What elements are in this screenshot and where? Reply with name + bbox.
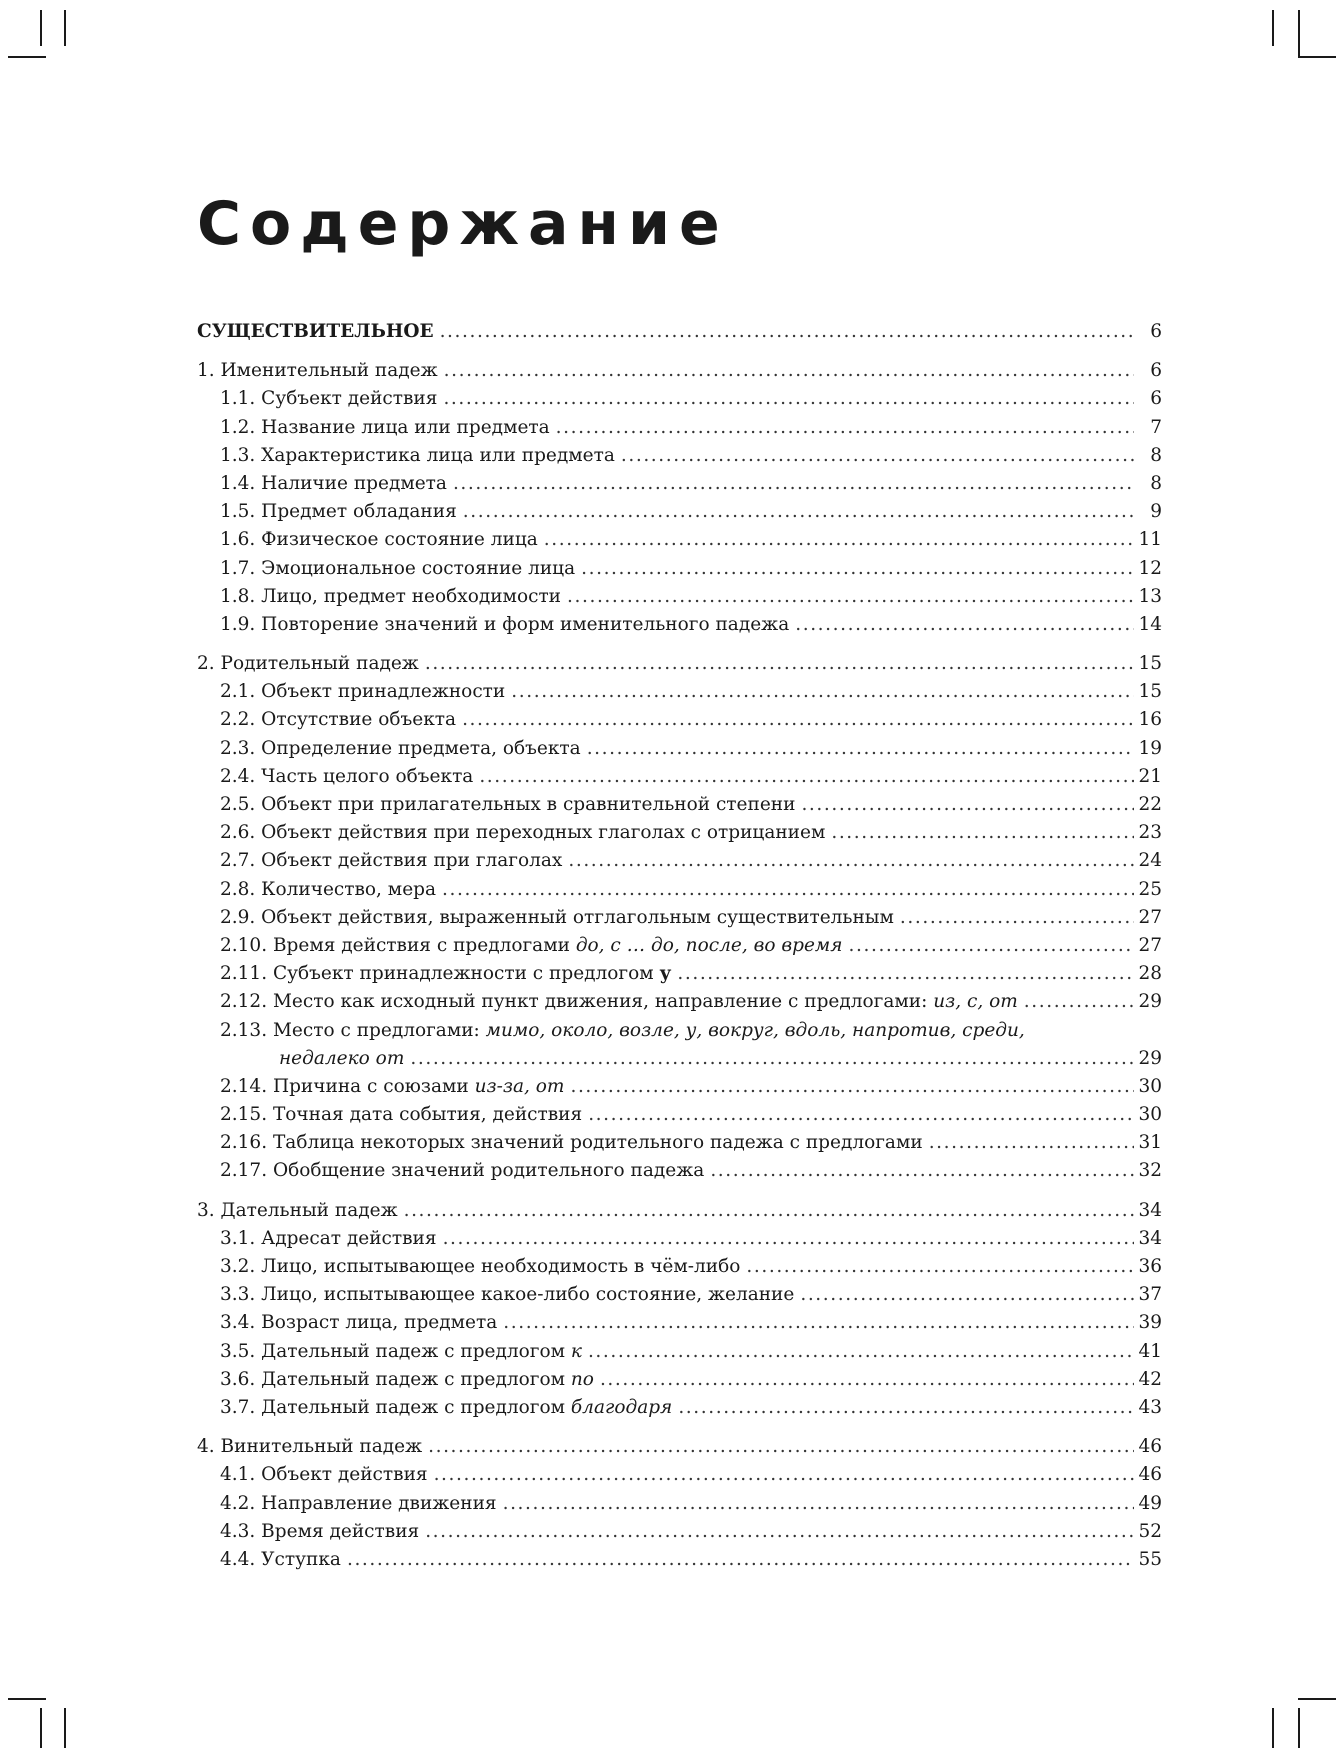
toc-item[interactable]: 4.2. Направление движения ..... 49 — [197, 1490, 1162, 1518]
toc-item[interactable]: 1.8. Лицо, предмет необходимости ..... 13 — [197, 583, 1162, 611]
crop-mark — [40, 1708, 42, 1748]
toc-section-1[interactable]: 1. Именительный падеж ..... 6 — [197, 357, 1162, 385]
toc-item[interactable]: 3.2. Лицо, испытывающее необходимость в чём-либо ..... 36 — [197, 1253, 1162, 1281]
toc-item[interactable]: 2.2. Отсутствие объекта ..... 16 — [197, 706, 1162, 734]
crop-mark — [1272, 10, 1274, 46]
toc-item-continuation[interactable]: недалеко от ..... 29 — [197, 1045, 1162, 1073]
crop-mark — [8, 1698, 46, 1700]
toc-item[interactable]: 3.3. Лицо, испытывающее какое-либо состояние, желание ..... 37 — [197, 1281, 1162, 1309]
toc-item[interactable]: 2.6. Объект действия при переходных глаголах с отрицанием ..... 23 — [197, 819, 1162, 847]
toc-item[interactable]: 2.8. Количество, мера ..... 25 — [197, 876, 1162, 904]
crop-mark — [1298, 56, 1336, 58]
toc-item[interactable]: 1.9. Повторение значений и форм именительного падежа ..... 14 — [197, 611, 1162, 639]
crop-mark — [1298, 10, 1300, 56]
toc-item[interactable]: 2.5. Объект при прилагательных в сравнительной степени ..... 22 — [197, 791, 1162, 819]
toc-item[interactable]: 2.9. Объект действия, выраженный отглагольным существительным ..... 27 — [197, 904, 1162, 932]
toc-item[interactable]: 2.10. Время действия с предлогами до, с … до, после, во время ..... 27 — [197, 932, 1162, 960]
toc-item[interactable]: 2.14. Причина с союзами из-за, от ..... 30 — [197, 1073, 1162, 1101]
crop-mark — [40, 10, 42, 46]
toc-item[interactable]: 1.2. Название лица или предмета ..... 7 — [197, 414, 1162, 442]
crop-mark — [8, 56, 46, 58]
toc-item[interactable]: 2.12. Место как исходный пункт движения, направление с предлогами: из, с, от ..... 29 — [197, 988, 1162, 1016]
toc-item[interactable]: 4.1. Объект действия ..... 46 — [197, 1461, 1162, 1489]
toc-item[interactable]: 2.1. Объект принадлежности ..... 15 — [197, 678, 1162, 706]
toc-item[interactable]: 2.3. Определение предмета, объекта ..... 19 — [197, 735, 1162, 763]
toc-item[interactable]: 3.1. Адресат действия ..... 34 — [197, 1225, 1162, 1253]
crop-mark — [1298, 1698, 1336, 1700]
toc-section-2[interactable]: 2. Родительный падеж ..... 15 — [197, 650, 1162, 678]
toc-item[interactable]: 1.1. Субъект действия ..... 6 — [197, 385, 1162, 413]
toc-item[interactable]: 3.5. Дательный падеж с предлогом к ..... 41 — [197, 1338, 1162, 1366]
toc-item[interactable]: 1.3. Характеристика лица или предмета ..... 8 — [197, 442, 1162, 470]
crop-mark — [1272, 1708, 1274, 1748]
toc-item[interactable]: 2.11. Субъект принадлежности с предлогом у ..... 28 — [197, 960, 1162, 988]
toc-item[interactable]: 1.5. Предмет обладания ..... 9 — [197, 498, 1162, 526]
toc-item[interactable]: 3.6. Дательный падеж с предлогом по ..... 42 — [197, 1366, 1162, 1394]
toc-section-4[interactable]: 4. Винительный падеж ..... 46 — [197, 1433, 1162, 1461]
toc-item[interactable]: 4.3. Время действия ..... 52 — [197, 1518, 1162, 1546]
toc-item[interactable]: 3.4. Возраст лица, предмета ..... 39 — [197, 1309, 1162, 1337]
toc-item[interactable]: 2.16. Таблица некоторых значений родительного падежа с предлогами ..... 31 — [197, 1129, 1162, 1157]
toc-item[interactable]: 1.6. Физическое состояние лица ..... 11 — [197, 526, 1162, 554]
toc-item[interactable]: 1.4. Наличие предмета ..... 8 — [197, 470, 1162, 498]
toc-item[interactable]: 2.7. Объект действия при глаголах ..... 24 — [197, 847, 1162, 875]
toc-section-3[interactable]: 3. Дательный падеж ..... 34 — [197, 1197, 1162, 1225]
toc-item[interactable]: 2.15. Точная дата события, действия ..... 30 — [197, 1101, 1162, 1129]
toc-item[interactable]: 3.7. Дательный падеж с предлогом благодаря ..... 43 — [197, 1394, 1162, 1422]
toc-item[interactable]: 4.4. Уступка ..... 55 — [197, 1546, 1162, 1574]
toc-part-header[interactable]: СУЩЕСТВИТЕЛЬНОЕ ..... 6 — [197, 318, 1162, 346]
crop-mark — [64, 10, 66, 46]
page-title: Содержание — [197, 189, 729, 259]
crop-mark — [64, 1708, 66, 1748]
toc-item[interactable]: 1.7. Эмоциональное состояние лица ..... 12 — [197, 555, 1162, 583]
crop-mark — [1298, 1708, 1300, 1748]
toc-item[interactable]: 2.17. Обобщение значений родительного падежа ..... 32 — [197, 1157, 1162, 1185]
toc-item[interactable]: 2.13. Место с предлогами: мимо, около, возле, у, вокруг, вдоль, напротив, среди, — [220, 1019, 1025, 1041]
toc-item[interactable]: 2.4. Часть целого объекта ..... 21 — [197, 763, 1162, 791]
table-of-contents — [197, 318, 1162, 1574]
